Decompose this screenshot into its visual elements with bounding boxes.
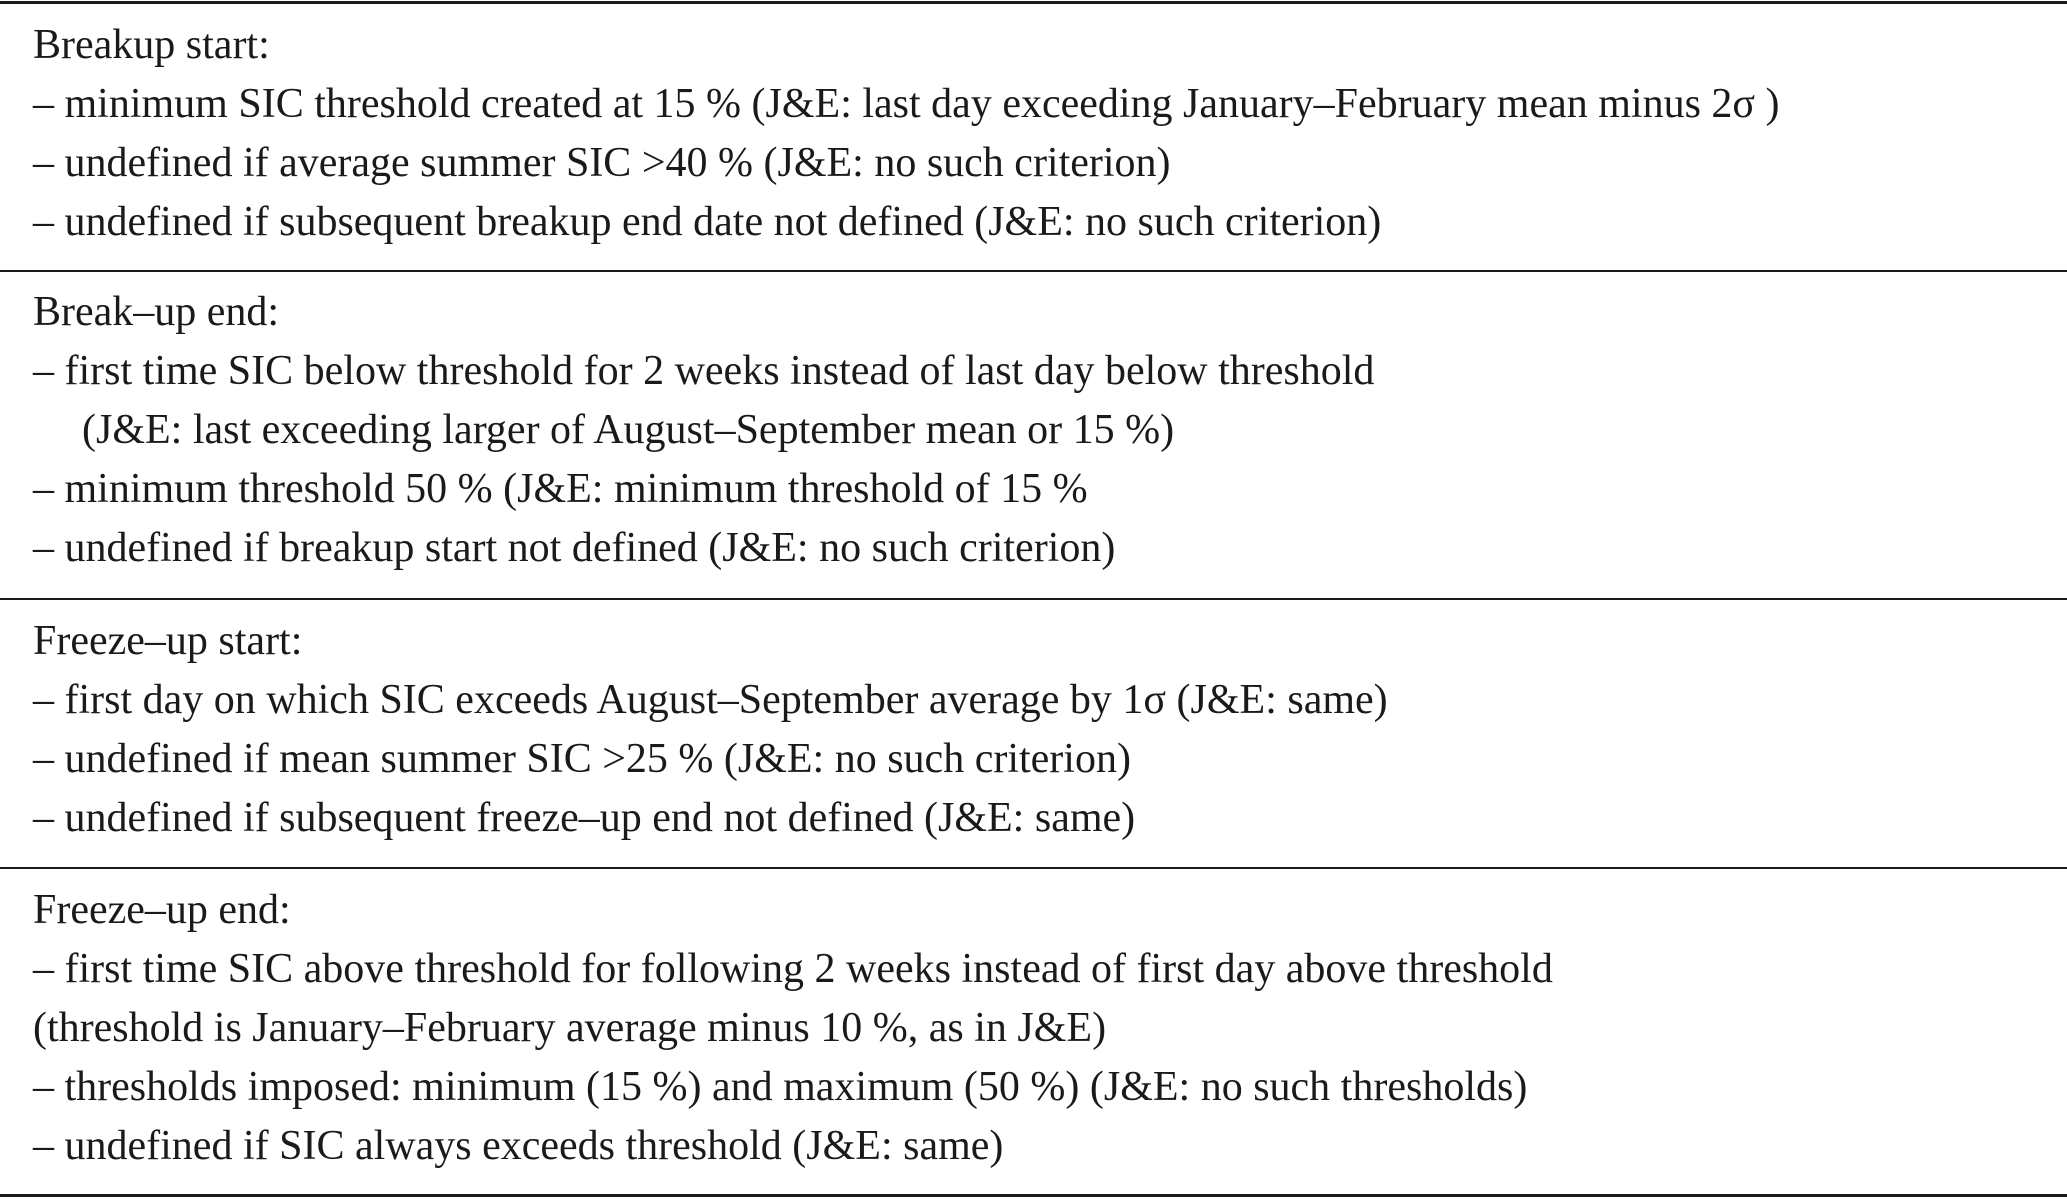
section-breakup-start <box>33 16 2053 252</box>
section-divider <box>0 598 2067 600</box>
bottom-rule <box>0 1194 2067 1197</box>
criterion-line: – first time SIC above threshold for following 2 weeks instead of first day above threshold <box>33 946 1553 992</box>
criterion-line: – undefined if subsequent freeze–up end not defined (J&E: same) <box>33 795 1136 841</box>
section-freezeup-end <box>33 881 2053 1176</box>
section-heading: Freeze–up start: <box>33 618 303 664</box>
section-breakup-end <box>33 283 2053 578</box>
criterion-line: – first day on which SIC exceeds August–September average by 1σ (J&E: same) <box>33 677 1388 723</box>
criterion-continuation-line: (threshold is January–February average minus 10 %, as in J&E) <box>33 1005 1107 1051</box>
section-heading: Freeze–up end: <box>33 887 291 933</box>
top-rule <box>0 1 2067 4</box>
criterion-continuation-line: (J&E: last exceeding larger of August–September mean or 15 %) <box>82 407 1175 453</box>
section-divider <box>0 270 2067 272</box>
criterion-line: – minimum SIC threshold created at 15 % (J&E: last day exceeding January–February mean minus 2σ ) <box>33 81 1780 127</box>
section-heading: Break–up end: <box>33 289 280 335</box>
criterion-line: – undefined if average summer SIC >40 % (J&E: no such criterion) <box>33 140 1171 186</box>
criterion-line: – undefined if breakup start not defined (J&E: no such criterion) <box>33 525 1116 571</box>
criterion-line: – undefined if subsequent breakup end date not defined (J&E: no such criterion) <box>33 199 1382 245</box>
section-heading: Breakup start: <box>33 22 270 68</box>
criterion-line: – thresholds imposed: minimum (15 %) and maximum (50 %) (J&E: no such thresholds) <box>33 1064 1528 1110</box>
criterion-line: – undefined if SIC always exceeds threshold (J&E: same) <box>33 1123 1004 1169</box>
criterion-line: – undefined if mean summer SIC >25 % (J&E: no such criterion) <box>33 736 1131 782</box>
criterion-line: – first time SIC below threshold for 2 weeks instead of last day below threshold <box>33 348 1375 394</box>
criterion-line: – minimum threshold 50 % (J&E: minimum threshold of 15 % <box>33 466 1088 512</box>
section-freezeup-start <box>33 612 2053 848</box>
section-divider <box>0 867 2067 869</box>
